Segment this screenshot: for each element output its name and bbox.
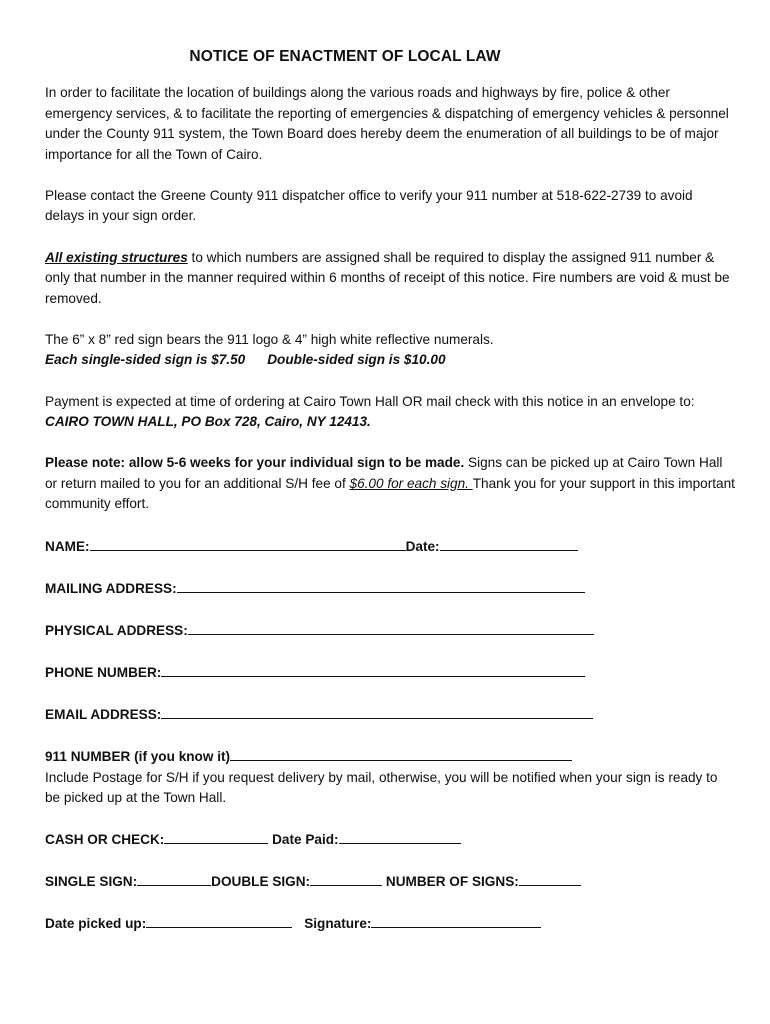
payment-row	[45, 829, 735, 851]
single-sign-field[interactable]	[137, 871, 211, 886]
date-paid-label: Date Paid:	[272, 832, 339, 848]
physical-address-row	[45, 620, 735, 642]
phone-number-field[interactable]	[161, 662, 585, 677]
pickup-text: Signs can be picked up at Cairo Town Hall or return mailed to you for an additional S/H fee of	[45, 455, 723, 491]
pickup-paragraph	[45, 453, 735, 515]
phone-number-row	[45, 662, 735, 684]
wait-time-note: Please note: allow 5-6 weeks for your individual sign to be made.	[45, 455, 465, 471]
single-sign-label: SINGLE SIGN:	[45, 874, 138, 890]
email-address-row	[45, 704, 735, 726]
double-sign-label: DOUBLE SIGN:	[211, 874, 311, 890]
sign-description: The 6” x 8” red sign bears the 911 logo & 4” high white reflective numerals.	[45, 331, 494, 347]
mailing-address-field[interactable]	[177, 578, 585, 593]
requirement-paragraph	[45, 248, 735, 310]
cash-or-check-label: CASH OR CHECK:	[45, 832, 165, 848]
existing-structures-emphasis: All existing structures	[45, 249, 188, 265]
mailing-address-row	[45, 578, 735, 600]
name-label: NAME:	[45, 538, 90, 554]
intro-paragraph: In order to facilitate the location of buildings along the various roads and highways by fire, police & other emergency services, & to facilitate the reporting of emergencies & dispatching of emergency vehicles & personnel under the County 911 system, the Town Board does hereby deem the enumeration of all buildings to be of major importance for all the Town of Cairo.	[45, 85, 729, 162]
email-address-field[interactable]	[161, 704, 593, 719]
cash-or-check-field[interactable]	[164, 829, 268, 844]
notice-title: NOTICE OF ENACTMENT OF LOCAL LAW	[189, 48, 501, 65]
double-sided-price: Double-sided sign is $10.00	[267, 352, 446, 368]
double-sign-field[interactable]	[310, 871, 382, 886]
contact-paragraph: Please contact the Greene County 911 dispatcher office to verify your 911 number at 518-622-2739 to avoid delays in your sign order.	[45, 187, 693, 224]
thank-you-text: Thank you for your support in this important community effort.	[45, 475, 735, 512]
physical-address-label: PHYSICAL ADDRESS:	[45, 622, 188, 638]
date-label: Date:	[405, 538, 440, 554]
postage-note: Include Postage for S/H if you request delivery by mail, otherwise, you will be notified when your sign is ready to be picked up at the Town Hall.	[45, 769, 718, 806]
date-paid-field[interactable]	[339, 829, 461, 844]
requirement-text: to which numbers are assigned shall be required to display the assigned 911 number & only that number in the manner required within 6 months of receipt of this notice. Fire numbers are void & must be removed.	[45, 249, 730, 306]
911-number-row	[45, 746, 735, 768]
phone-number-label: PHONE NUMBER:	[45, 664, 162, 680]
number-of-signs-label: NUMBER OF SIGNS:	[385, 874, 519, 890]
payment-text: Payment is expected at time of ordering at Cairo Town Hall OR mail check with this notice in an envelope to:	[45, 393, 695, 409]
sh-fee: $6.00 for each sign.	[349, 475, 473, 491]
physical-address-field[interactable]	[188, 620, 594, 635]
mailing-address-label: MAILING ADDRESS:	[45, 580, 177, 596]
town-hall-address: CAIRO TOWN HALL, PO Box 728, Cairo, NY 12413.	[45, 414, 371, 430]
pickup-signature-row	[45, 913, 735, 935]
signature-field[interactable]	[371, 913, 541, 928]
document-page	[45, 48, 735, 956]
single-sided-price: Each single-sided sign is $7.50	[45, 352, 246, 368]
email-address-label: EMAIL ADDRESS:	[45, 706, 162, 722]
sign-description-paragraph	[45, 330, 735, 371]
date-picked-up-field[interactable]	[146, 913, 292, 928]
911-number-field[interactable]	[230, 746, 572, 761]
name-date-row	[45, 536, 735, 558]
signature-label: Signature:	[304, 916, 372, 932]
sign-count-row	[45, 871, 735, 893]
date-picked-up-label: Date picked up:	[45, 916, 147, 932]
name-field[interactable]	[90, 536, 406, 551]
number-of-signs-field[interactable]	[519, 871, 581, 886]
date-field[interactable]	[440, 536, 578, 551]
911-number-label: 911 NUMBER (if you know it)	[45, 748, 231, 764]
payment-paragraph	[45, 392, 735, 433]
